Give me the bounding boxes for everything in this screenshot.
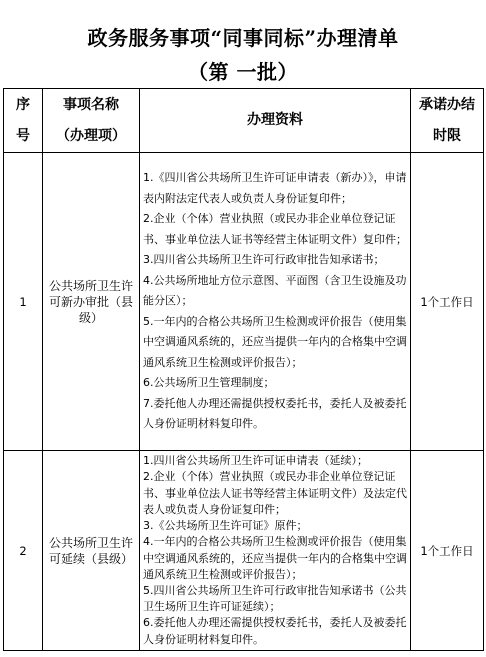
row-item-name: 公共场所卫生许可新办审批（县级） <box>43 153 140 451</box>
service-list-table <box>3 88 484 651</box>
header-time-limit <box>411 89 484 153</box>
document-item: 1.《四川省公共场所卫生许可证申请表（新办）》，申请表内附法定代表人或负责人身份证复印件； <box>143 171 407 205</box>
table-row <box>4 153 484 451</box>
document-item: 6.委托他人办理还需提供授权委托书，委托人及被委托人身份证明材料复印件。 <box>143 616 407 646</box>
document-item: 2.企业（个体）营业执照（或民办非企业单位登记证书、事业单位法人证书等经营主体证明文件）及法定代表人或负责人身份证复印件； <box>143 470 407 516</box>
document-item: 5.四川省公共场所卫生许可行政审批告知承诺书（公共卫生场所卫生许可证延续）； <box>143 583 407 614</box>
table-row <box>4 451 484 651</box>
header-item-name-line2: （办理项） <box>56 127 126 144</box>
header-time-limit-line2: 时限 <box>433 127 461 144</box>
document-item: 6.公共场所卫生管理制度； <box>143 376 275 390</box>
document-title: 政务服务事项“同事同标”办理清单 <box>87 26 399 50</box>
header-time-limit-line1: 承诺办结 <box>419 96 475 113</box>
document-item: 7.委托他人办理还需提供授权委托书，委托人及被委托人身份证明材料复印件。 <box>143 396 407 431</box>
row-time-limit: 1个工作日 <box>411 153 484 451</box>
table-header-row <box>4 89 484 153</box>
row-documents <box>140 153 411 451</box>
header-documents: 办理资料 <box>140 89 411 153</box>
header-item-name-line1: 事项名称 <box>63 96 119 113</box>
document-item: 1.四川省公共场所卫生许可证申请表（延续）； <box>143 454 368 468</box>
document-item: 3.四川省公共场所卫生许可行政审批告知承诺书； <box>143 253 385 267</box>
document-subtitle: （第 一批） <box>188 60 298 84</box>
row-item-name: 公共场所卫生许可延续（县级） <box>43 451 140 651</box>
document-item: 4.一年内的合格公共场所卫生检测或评价报告（使用集中空调通风系统的，还应当提供一年内的合格集中空调通风系统卫生检测或评价报告）； <box>143 535 407 581</box>
document-item: 3.《公共场所卫生许可证》原件； <box>143 519 308 533</box>
row-documents <box>140 451 411 651</box>
header-number-line1: 序 <box>16 96 30 113</box>
header-item-name <box>43 89 140 153</box>
document-item: 5.一年内的合格公共场所卫生检测或评价报告（使用集中空调通风系统的，还应当提供一年内的合格集中空调通风系统卫生检测或评价报告）； <box>143 314 407 369</box>
document-item: 4.公共场所地址方位示意图、平面图（含卫生设施及功能分区）； <box>143 273 407 308</box>
row-number: 2 <box>4 451 43 651</box>
row-time-limit: 1个工作日 <box>411 451 484 651</box>
header-number-line2: 号 <box>16 127 30 144</box>
row-number: 1 <box>4 153 43 451</box>
header-number <box>4 89 43 153</box>
document-item: 2.企业（个体）营业执照（或民办非企业单位登记证书、事业单位法人证书等经营主体证明文件）复印件； <box>143 212 407 246</box>
